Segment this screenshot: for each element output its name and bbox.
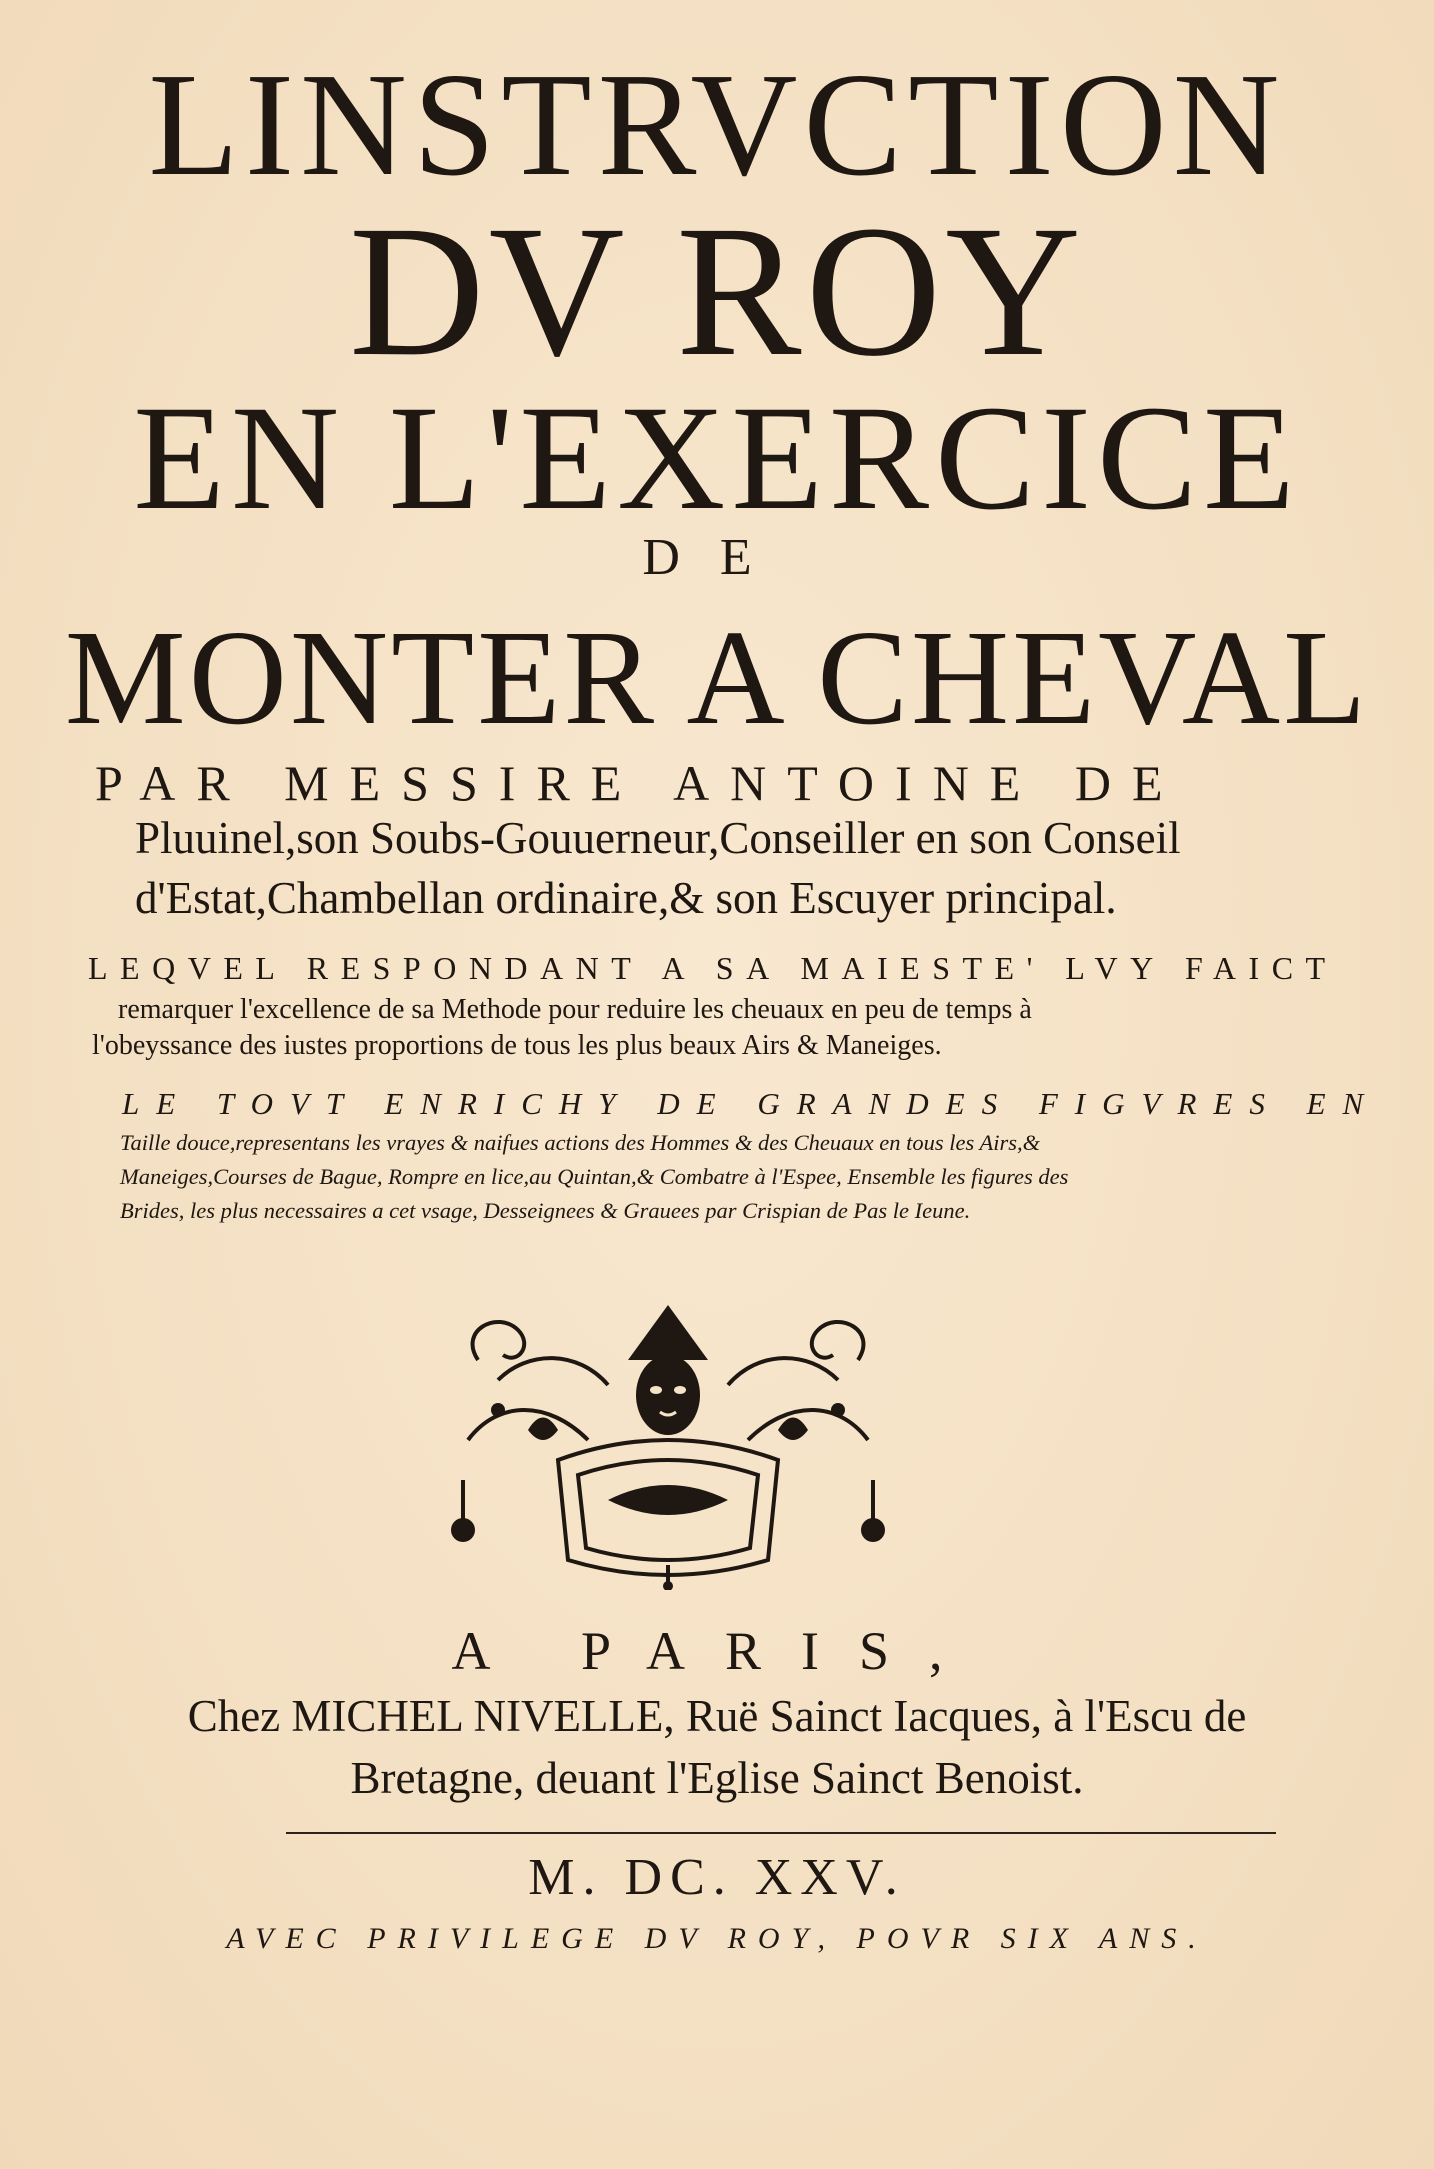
enrichy-line-3: Brides, les plus necessaires a cet vsage, Desseignees & Grauees par Crispian de Pas le Ieune. — [120, 1198, 971, 1223]
divider-rule — [286, 1832, 1276, 1834]
enrichy-line-1: Taille douce,representans les vrayes & naifues actions des Hommes & des Cheuaux en tous les Airs,& — [120, 1130, 1041, 1155]
title-line-2: DV ROY — [348, 186, 1086, 395]
publication-year: M. DC. XXV. — [528, 1849, 906, 1906]
woodcut-ornament-icon — [438, 1290, 898, 1590]
privilege-line: AVEC PRIVILEGE DV ROY, POVR SIX ANS. — [226, 1922, 1208, 1955]
enrichy-heading: LE TOVT ENRICHY DE GRANDES FIGVRES EN — [122, 1086, 1381, 1121]
author-line-1: Pluuinel,son Soubs-Gouuerneur,Conseiller en son Conseil — [135, 813, 1181, 863]
author-line-2: d'Estat,Chambellan ordinaire,& son Escuyer principal. — [135, 873, 1117, 923]
author-heading: PAR MESSIRE ANTOINE DE — [95, 755, 1184, 811]
respondant-line-2: l'obeyssance des iustes proportions de tous les plus beaux Airs & Maneiges. — [92, 1030, 942, 1061]
publisher-city: A PARIS, — [451, 1621, 983, 1681]
publisher-line-2: Bretagne, deuant l'Eglise Sainct Benoist. — [350, 1753, 1084, 1803]
title-line-3: EN L'EXERCICE — [133, 375, 1301, 541]
enrichy-line-2: Maneiges,Courses de Bague, Rompre en lice,au Quintan,& Combatre à l'Espee, Ensemble les figures des — [120, 1164, 1069, 1189]
title-line-4: DE — [642, 529, 792, 586]
respondant-line-1: remarquer l'excellence de sa Methode pour reduire les cheuaux en peu de temps à — [118, 994, 1032, 1025]
publisher-line-1: Chez MICHEL NIVELLE, Ruë Sainct Iacques, à l'Escu de — [187, 1691, 1247, 1741]
respondant-heading: LEQVEL RESPONDANT A SA MAIESTE' LVY FAICT — [88, 950, 1338, 986]
title-line-5: MONTER A CHEVAL — [64, 603, 1370, 753]
title-line-1: LINSTRVCTION — [148, 43, 1286, 207]
